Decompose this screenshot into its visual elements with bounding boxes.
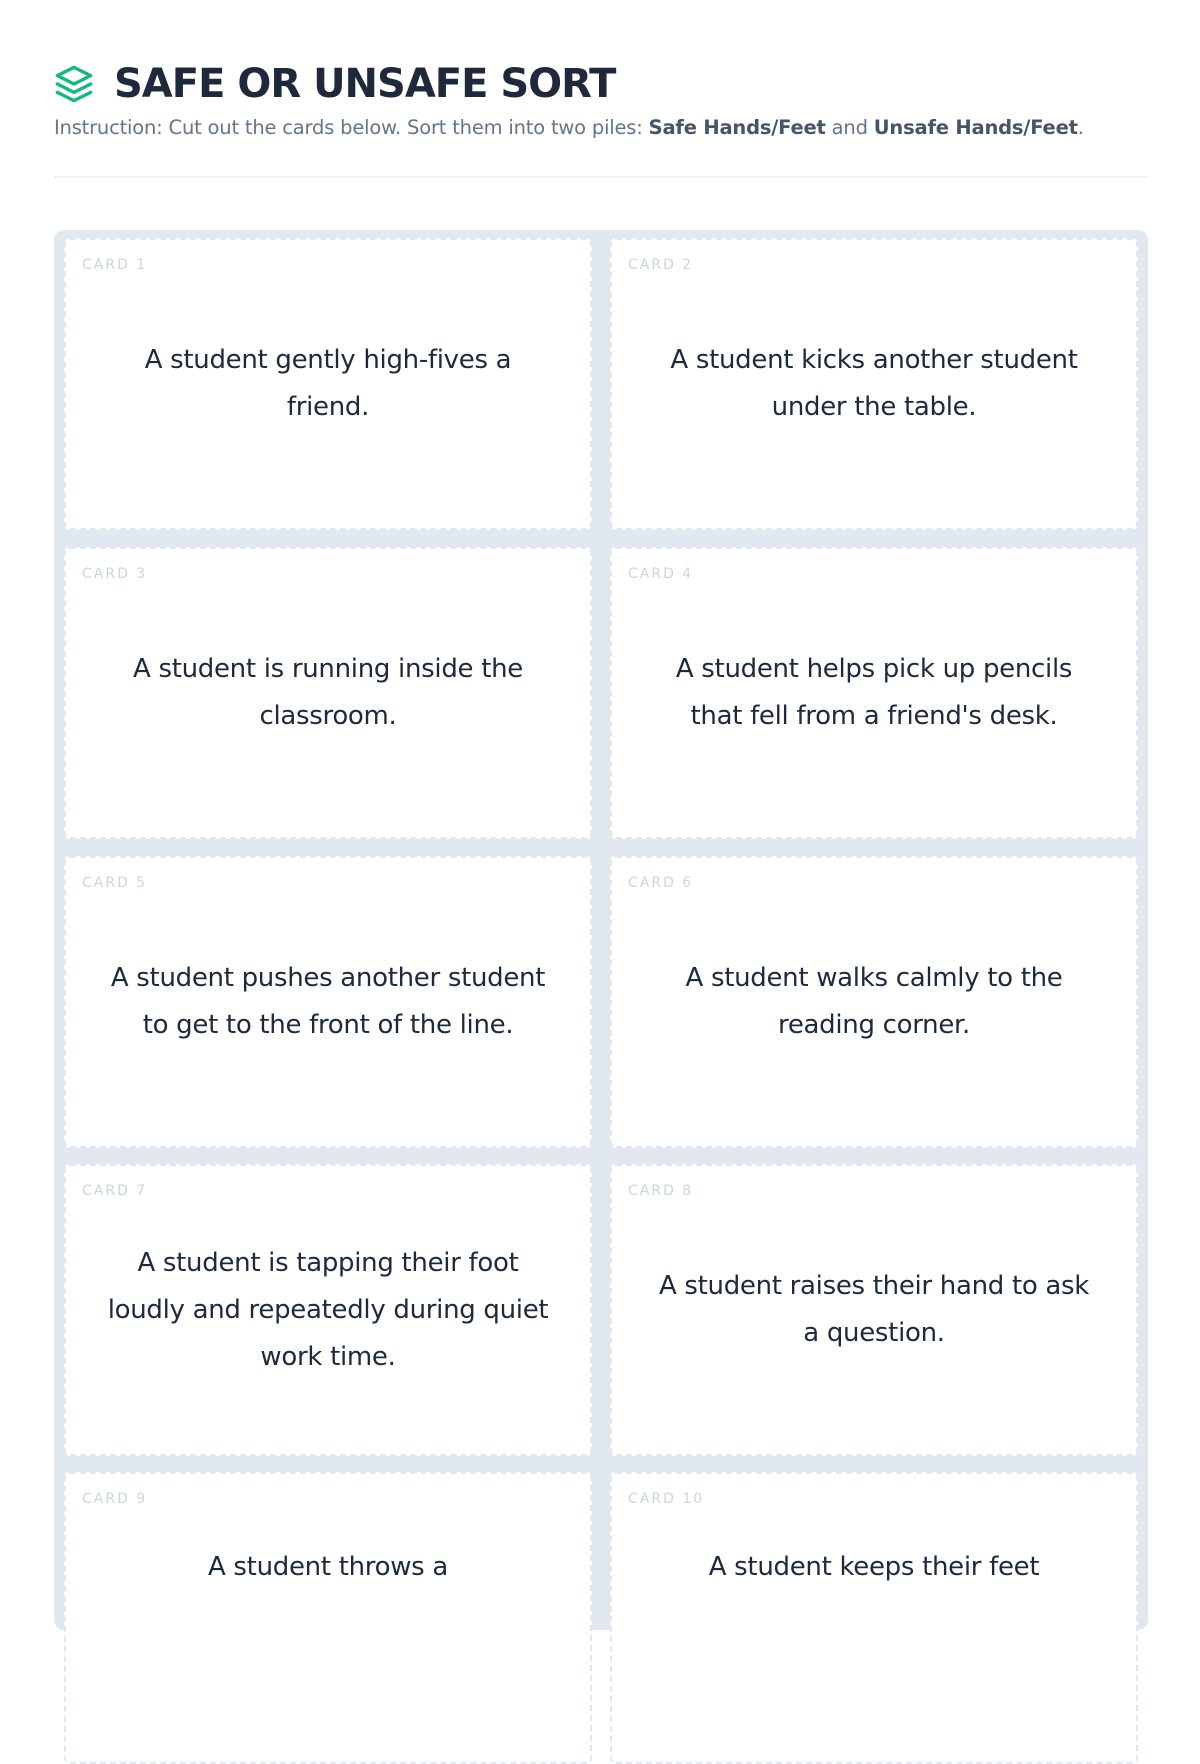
card-label: CARD 4 — [628, 566, 694, 582]
sort-card — [610, 856, 1138, 1148]
sort-card — [610, 547, 1138, 839]
card-text: A student pushes another student to get to the front of the line. — [110, 963, 546, 1040]
card-label: CARD 7 — [82, 1183, 148, 1199]
sort-card — [64, 547, 592, 839]
card-text: A student raises their hand to ask a question. — [658, 1271, 1090, 1348]
card-text: A student walks calmly to the reading corner. — [685, 963, 1063, 1040]
card-label: CARD 9 — [82, 1491, 148, 1507]
card-text: A student keeps their feet — [708, 1552, 1040, 1582]
sort-card — [610, 238, 1138, 530]
instruction-suffix: . — [1077, 116, 1084, 139]
sort-card — [64, 1472, 592, 1764]
card-text: A student kicks another student under the table. — [670, 345, 1078, 422]
card-label: CARD 5 — [82, 875, 148, 891]
card-text: A student is running inside the classroom. — [133, 654, 523, 731]
worksheet-header — [54, 52, 1148, 178]
title-row — [54, 60, 615, 108]
pile-safe-label: Safe Hands/Feet — [648, 116, 826, 139]
card-label: CARD 2 — [628, 257, 694, 273]
card-text: A student is tapping their foot loudly and repeatedly during quiet work time. — [107, 1247, 549, 1372]
worksheet-page — [54, 0, 1148, 1600]
pile-unsafe-label: Unsafe Hands/Feet — [873, 116, 1078, 139]
card-label: CARD 6 — [628, 875, 694, 891]
card-label: CARD 10 — [628, 1491, 705, 1507]
sort-card — [610, 1164, 1138, 1456]
sort-card — [64, 238, 592, 530]
sort-card — [64, 1164, 592, 1456]
card-text: A student gently high-fives a friend. — [144, 345, 512, 422]
instruction-conjunction: and — [825, 116, 874, 139]
sort-card — [610, 1472, 1138, 1764]
instruction-text — [54, 116, 1084, 139]
card-label: CARD 8 — [628, 1183, 694, 1199]
layers-icon — [54, 64, 94, 104]
card-text: A student throws a — [207, 1552, 448, 1582]
card-label: CARD 3 — [82, 566, 148, 582]
card-text: A student helps pick up pencils that fell from a friend's desk. — [675, 654, 1073, 731]
page-title: SAFE OR UNSAFE SORT — [114, 61, 616, 107]
card-label: CARD 1 — [82, 257, 148, 273]
card-grid — [54, 230, 1148, 1630]
instruction-prefix: Instruction: Cut out the cards below. Sort them into two piles: — [54, 116, 649, 139]
sort-card — [64, 856, 592, 1148]
